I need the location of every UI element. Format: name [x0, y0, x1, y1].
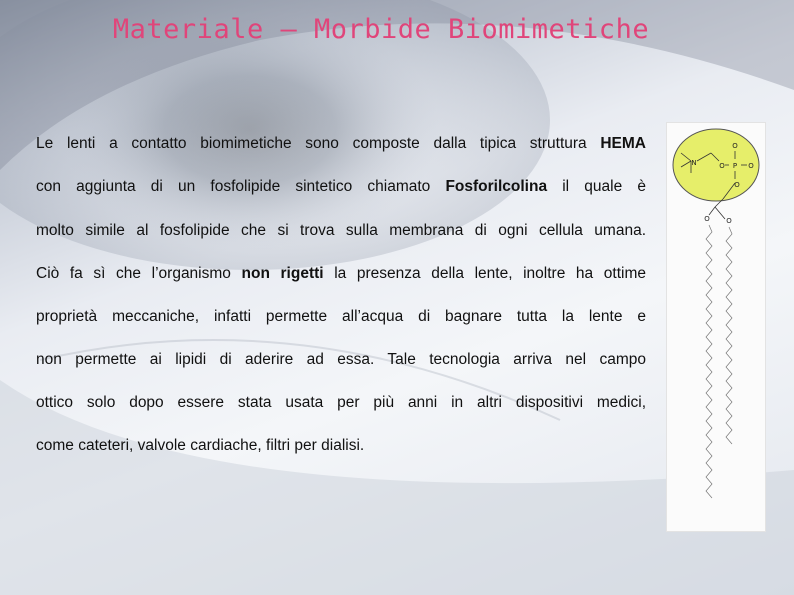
text-segment: con aggiunta di un fosfolipide sintetico chiamato: [36, 178, 446, 195]
text-segment: come cateteri, valvole cardiache, filtri per dialisi.: [36, 437, 365, 454]
text-segment: Le lenti a contatto biomimetiche sono composte dalla tipica struttura: [36, 135, 601, 152]
atom-label: O: [726, 217, 732, 225]
text-segment: molto simile al fosfolipide che si trova sulla membrana di ogni cellula umana.: [36, 222, 646, 239]
text-segment: ottico solo dopo essere stata usata per più anni in altri dispositivi medici,: [36, 394, 646, 411]
atom-label: O: [732, 142, 738, 150]
atom-label: P: [732, 162, 738, 170]
body-text-line: [36, 221, 646, 241]
slide-title: Materiale – Morbide Biomimetiche: [112, 14, 650, 45]
body-text-line: [36, 393, 646, 413]
text-segment: Ciò fa sì che l’organismo: [36, 265, 242, 282]
body-text-line: [36, 134, 646, 154]
molecule-diagram: [667, 123, 765, 531]
text-segment: non permette ai lipidi di aderire ad essa. Tale tecnologia arriva nel campo: [36, 351, 646, 368]
atom-label: O: [748, 162, 754, 170]
body-text-line: [36, 436, 646, 456]
text-segment: proprietà meccaniche, infatti permette all’acqua di bagnare tutta la lente e: [36, 308, 646, 325]
text-segment: la presenza della lente, inoltre ha ottime: [323, 265, 646, 282]
hydrocarbon-chain: [726, 227, 732, 444]
bold-term: Fosforilcolina: [445, 178, 548, 195]
hydrocarbon-chain: [706, 225, 712, 498]
body-text-line: [36, 177, 646, 197]
bold-term: non rigetti: [241, 265, 324, 282]
body-text-line: [36, 264, 646, 284]
atom-label: O: [734, 181, 740, 189]
atom-label: O: [719, 162, 725, 170]
bold-term: HEMA: [600, 135, 646, 152]
phosphorylcholine-structure-figure: [666, 122, 766, 532]
body-text-line: [36, 307, 646, 327]
text-segment: il quale è: [547, 178, 646, 195]
body-text-line: [36, 350, 646, 370]
atom-label: O: [704, 215, 710, 223]
atom-label: N: [691, 159, 697, 167]
